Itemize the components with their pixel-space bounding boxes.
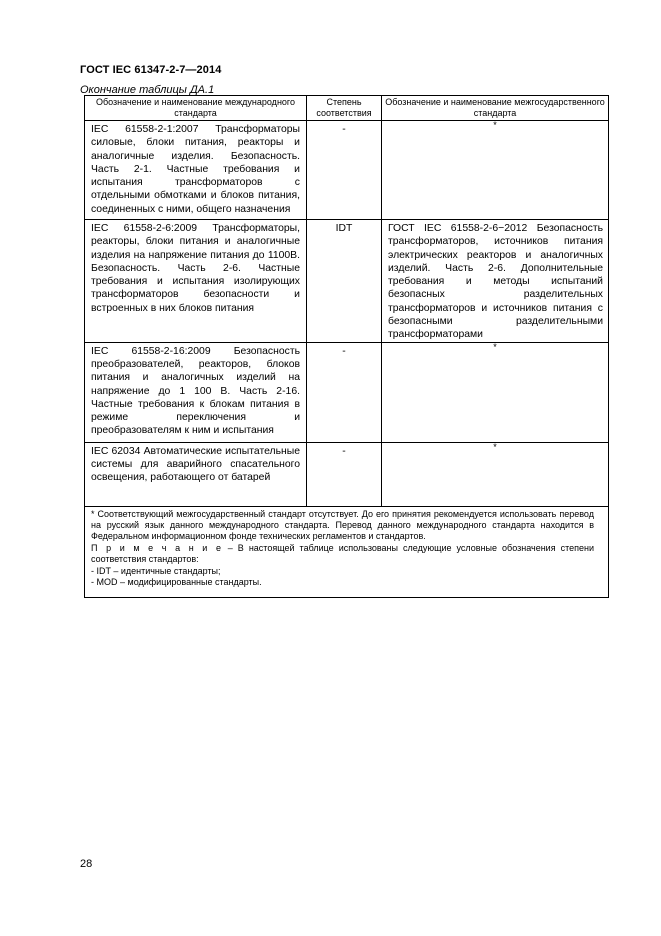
interstate-standard-cell: * xyxy=(493,341,497,352)
page-number: 28 xyxy=(80,858,93,870)
degree-cell: - xyxy=(342,345,346,357)
table-header-row xyxy=(85,96,609,121)
header-degree: Степень соответствия xyxy=(307,96,382,121)
international-standard-cell: IEC 61558-2-16:2009 Безопасность преобразователей, реакторов, блоков питания и аналогичных изделий на напряжение до 1 100 В. Часть 2-16. Частные требования к блокам питания в режиме переключения и преобразователям к ним и испытания xyxy=(91,345,300,437)
interstate-standard-cell: ГОСТ IEC 61558-2-6−2012 Безопасность трансформаторов, источников питания электрических реакторов и аналогичных изделий. Часть 2-6. Дополнительные требования и методы испытаний безопасных разделительных трансформаторов и источников питания с безопасными разделительными трансформаторами xyxy=(388,223,603,341)
idt-definition: - IDT – идентичные стандарты; xyxy=(91,565,221,576)
table-row xyxy=(85,220,609,343)
interstate-standard-cell: * xyxy=(493,120,497,130)
degree-cell: - xyxy=(342,445,346,457)
table-row xyxy=(85,121,609,220)
table-notes-row xyxy=(85,506,609,597)
header-interstate: Обозначение и наименование межгосударственного стандарта xyxy=(382,96,609,121)
document-code: ГОСТ IEC 61347-2-7—2014 xyxy=(80,64,222,76)
international-standard-cell: IEC 61558-2-1:2007 Трансформаторы силовые, блоки питания, реакторы и аналогичные изделия. Безопасность. Часть 2-1. Частные требования и испытания трансформаторов с отдельными обмотками и блоков питания, соединенных с ними, общего назначения xyxy=(91,124,300,215)
table-row xyxy=(85,342,609,442)
footnote-text: * Соответствующий межгосударственный стандарт отсутствует. До его принятия рекомендуется использовать перевод на русский язык данного международного стандарта. Перевод данного международного стандарта находится в Федеральном информационном фонде технических регламентов и стандартов. xyxy=(91,508,594,542)
international-standard-cell: IEC 61558-2-6:2009 Трансформаторы, реакторы, блоки питания и аналогичные изделия на напряжение питания до 1100В. Безопасность. Часть 2-6. Частные требования и испытания изолирующих трансформаторов безопасности и встроенных в них блоков питания xyxy=(91,223,300,314)
interstate-standard-cell: * xyxy=(493,441,497,452)
note-text: – В настоящей таблице использованы следующие условные обозначения степени соответствия стандартов: xyxy=(91,542,594,565)
note-label: П р и м е ч а н и е xyxy=(91,542,223,553)
degree-cell: - xyxy=(342,124,346,135)
table-caption: Окончание таблицы ДА.1 xyxy=(80,84,215,96)
table-row xyxy=(85,442,609,506)
standards-table xyxy=(84,95,609,598)
degree-cell: IDT xyxy=(335,223,353,234)
header-international: Обозначение и наименование международного стандарта xyxy=(85,96,307,121)
international-standard-cell: IEC 62034 Автоматические испытательные системы для аварийного спасательного освещения, работающего от батарей xyxy=(91,445,300,484)
mod-definition: - MOD – модифицированные стандарты. xyxy=(91,577,262,588)
note-paragraph xyxy=(91,543,594,566)
table-notes xyxy=(85,507,608,589)
